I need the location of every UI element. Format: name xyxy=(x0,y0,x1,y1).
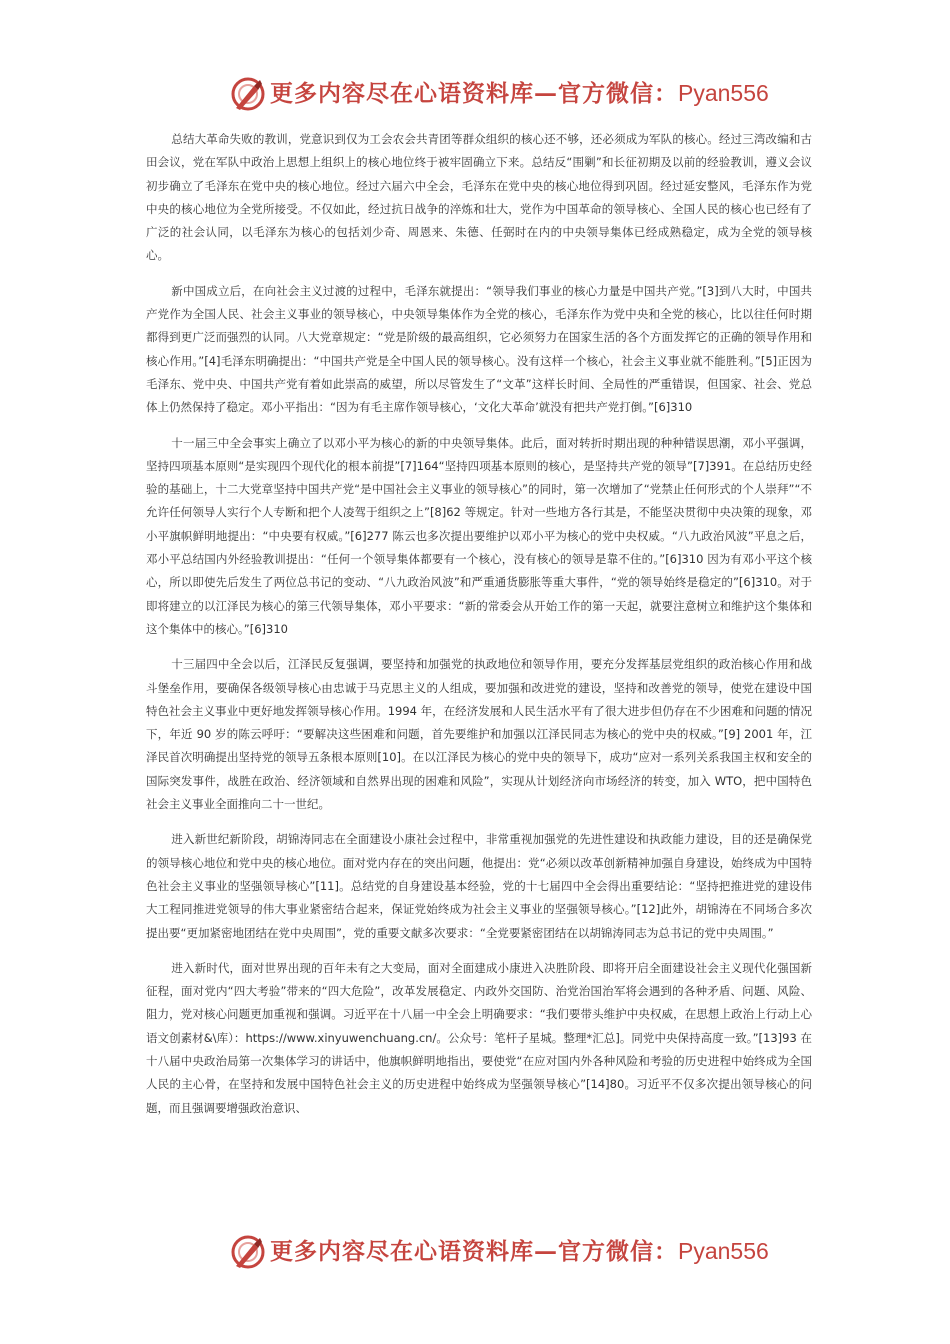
paragraph-3: 十一届三中全会事实上确立了以邓小平为核心的新的中央领导集体。此后，面对转折时期出现的种种错误思潮，邓小平强调，坚持四项基本原则“是实现四个现代化的根本前提”[7]164“坚持四项基本原则的核心，是坚持共产党的领导”[7]391。在总结历史经验的基础上，十二大党章坚持中国共产党“是中国社会主义事业的领导核心”的同时，第一次增加了“党禁止任何形式的个人崇拜”“不允许任何领导人实行个人专断和把个人凌驾于组织之上”[8]62 等规定。针对一些地方各行其是，不能坚决贯彻中央决策的现象，邓小平旗帜鲜明地提出：“中央要有权威。”[6]277 陈云也多次提出要维护以邓小平为核心的党中央权威。“八九政治风波”平息之后，邓小平总结国内外经验教训提出：“任何一个领导集体都要有一个核心，没有核心的领导是靠不住的。”[6]310 因为有邓小平这个核心，所以即使先后发生了两位总书记的变动、“八九政治风波”和严重通货膨胀等重大事件，“党的领导始终是稳定的”[6]310。对于即将建立的以江泽民为核心的第三代领导集体，邓小平要求：“新的常委会从开始工作的第一天起，就要注意树立和维护这个集体和这个集体中的核心。”[6]310 xyxy=(146,435,812,636)
header-watermark-banner xyxy=(0,70,950,118)
paragraph-4: 十三届四中全会以后，江泽民反复强调，要坚持和加强党的执政地位和领导作用，要充分发挥基层党组织的政治核心作用和战斗堡垒作用，要确保各级领导核心由忠诚于马克思主义的人组成，要加强和改进党的建设，坚持和改善党的领导，使党在建设中国特色社会主义事业中更好地发挥领导核心作用。1994 年，在经济发展和人民生活水平有了很大进步但仍存在不少困难和问题的情况下，年近 90 岁的陈云呼吁：“要解决这些困难和问题，首先要维护和加强以江泽民同志为核心的党中央的权威。”[9] 2001 年，江泽民首次明确提出坚持党的领导五条根本原则[10]。在以江泽民为核心的党中央的领导下，成功“应对一系列关系我国主权和安全的国际突发事件，战胜在政治、经济领域和自然界出现的困难和风险”，实现从计划经济向市场经济的转变，加入 WTO，把中国特色社会主义事业全面推向二十一世纪。 xyxy=(146,657,812,812)
watermark-label: 更多内容尽在心语资料库—官方微信： xyxy=(270,80,678,107)
wechat-id: Pyan556 xyxy=(678,80,769,106)
pen-logo-icon xyxy=(228,1232,268,1272)
watermark-text xyxy=(270,1234,769,1269)
paragraph-2: 新中国成立后，在向社会主义过渡的过程中，毛泽东就提出：“领导我们事业的核心力量是中国共产党。”[3]到八大时，中国共产党作为全国人民、社会主义事业的领导核心，中央领导集体作为全党的核心，毛泽东作为党中央和全党的核心，比以往任何时期都得到更广泛而强烈的认同。八大党章规定：“党是阶级的最高组织，它必须努力在国家生活的各个方面发挥它的正确的领导作用和核心作用。”[4]毛泽东明确提出：“中国共产党是全中国人民的领导核心。没有这样一个核心，社会主义事业就不能胜利。”[5]正因为毛泽东、党中央、中国共产党有着如此崇高的威望，所以尽管发生了“文革”这样长时间、全局性的严重错误，但国家、社会、党总体上仍然保持了稳定。邓小平指出：“因为有毛主席作领导核心，‘文化大革命’就没有把共产党打倒。”[6]310 xyxy=(146,283,812,415)
footer-watermark-banner xyxy=(0,1228,950,1276)
wechat-id: Pyan556 xyxy=(678,1238,769,1264)
document-body xyxy=(146,128,812,1120)
paragraph-5: 进入新世纪新阶段，胡锦涛同志在全面建设小康社会过程中，非常重视加强党的先进性建设和执政能力建设，目的还是确保党的领导核心地位和党中央的核心地位。面对党内存在的突出问题，他提出：党“必须以改革创新精神加强自身建设，始终成为中国特色社会主义事业的坚强领导核心”[11]。总结党的自身建设基本经验，党的十七届四中全会得出重要结论：“坚持把推进党的建设伟大工程同推进党领导的伟大事业紧密结合起来，保证党始终成为社会主义事业的坚强领导核心。”[12]此外，胡锦涛在不同场合多次提出要“更加紧密地团结在党中央周围”，党的重要文献多次要求：“全党要紧密团结在以胡锦涛同志为总书记的党中央周围。” xyxy=(146,832,812,940)
paragraph-1: 总结大革命失败的教训，党意识到仅为工会农会共青团等群众组织的核心还不够，还必须成为军队的核心。经过三湾改编和古田会议，党在军队中政治上思想上组织上的核心地位终于被牢固确立下来。总结反“围剿”和长征初期及以前的经验教训，遵义会议初步确立了毛泽东在党中央的核心地位。经过六届六中全会，毛泽东在党中央的核心地位得到巩固。经过延安整风，毛泽东作为党中央的核心地位为全党所接受。不仅如此，经过抗日战争的淬炼和壮大，党作为中国革命的领导核心、全国人民的核心也已经有了广泛的社会认同，以毛泽东为核心的包括刘少奇、周恩来、朱德、任弼时在内的中央领导集体已经成熟稳定，成为全党的领导核心。 xyxy=(146,132,812,263)
watermark-text xyxy=(270,76,769,111)
paragraph-6: 进入新时代，面对世界出现的百年未有之大变局，面对全面建成小康进入决胜阶段、即将开启全面建设社会主义现代化强国新征程，面对党内“四大考验”带来的“四大危险”，改革发展稳定、内政外交国防、治党治国治军将会遇到的各种矛盾、问题、风险、阻力，党对核心问题更加重视和强调。习近平在十八届一中全会上明确要求：“我们要带头维护中央权威，在思想上政治上行动上心语文创素材&\库）：https://www.xinyuwenchuang.cn/。公众号：笔杆子星城。整理*汇总]。同党中央保持高度一致。”[13]93 在十八届中央政治局第一次集体学习的讲话中，他旗帜鲜明地指出，要使党“在应对国内外各种风险和考验的历史进程中始终成为全国人民的主心骨，在坚持和发展中国特色社会主义的历史进程中始终成为坚强领导核心”[14]80。习近平不仅多次提出领导核心的问题，而且强调要增强政治意识、 xyxy=(146,960,812,1115)
watermark-label: 更多内容尽在心语资料库—官方微信： xyxy=(270,1238,678,1265)
pen-logo-icon xyxy=(228,74,268,114)
